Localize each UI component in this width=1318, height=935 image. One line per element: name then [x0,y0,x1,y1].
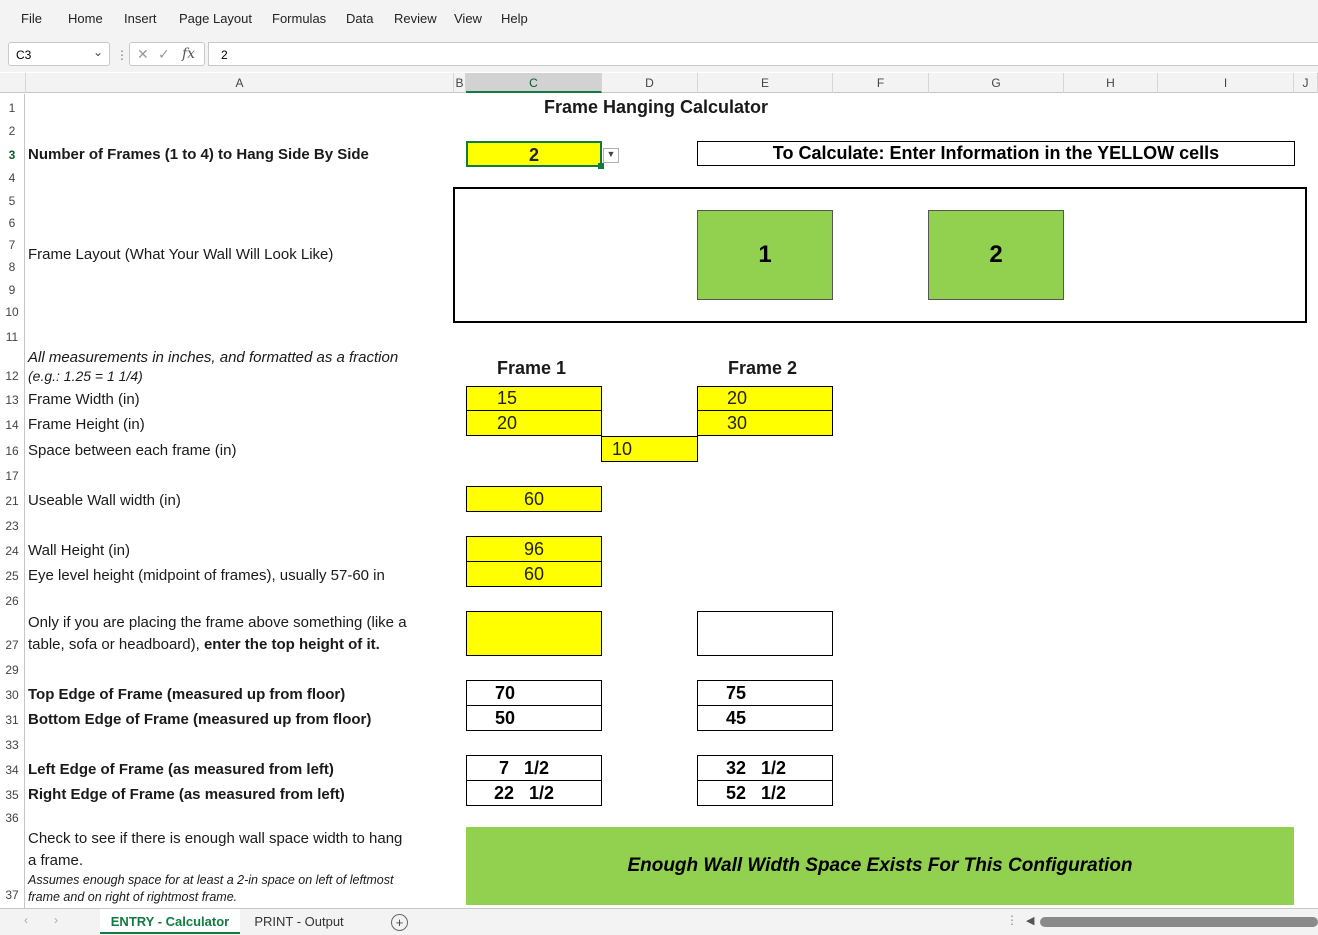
frame-height-label: Frame Height (in) [28,416,145,433]
row-header[interactable]: 7 [8,238,16,252]
frame1-height-input[interactable]: 20 [466,410,602,436]
frame1-left-edge: 7 1/2 [466,755,602,781]
column-header-d[interactable]: D [602,73,698,93]
menu-file[interactable]: File [21,11,42,26]
row-header[interactable]: 17 [5,469,19,483]
row-header[interactable]: 16 [5,444,19,458]
eye-level-label: Eye level height (midpoint of frames), usually 57-60 in [28,567,385,584]
above-object-label-2 [28,636,380,653]
above-object-label-bold: enter the top height of it. [203,636,380,653]
frame1-bottom-edge: 50 [466,705,602,731]
frame2-top-edge: 75 [697,680,833,706]
scroll-tabs-right-icon[interactable]: › [54,913,58,927]
select-all-corner[interactable] [0,73,26,93]
above-object-label: Only if you are placing the frame above something (like a [28,614,407,631]
fill-handle[interactable] [598,163,604,169]
frame1-right-edge: 22 1/2 [466,780,602,806]
tab-entry-calculator[interactable]: ENTRY - Calculator [100,909,240,934]
calculator-title: Frame Hanging Calculator [544,97,769,117]
wall-height-input[interactable]: 96 [466,536,602,562]
layout-label: Frame Layout (What Your Wall Will Look Like) [28,246,334,263]
column-header-b[interactable]: B [454,73,466,93]
row-header[interactable]: 10 [5,305,19,319]
column-headers [0,73,1318,93]
column-header-g[interactable]: G [929,73,1064,93]
row-header[interactable]: 27 [5,638,19,652]
bottom-edge-label: Bottom Edge of Frame (measured up from floor) [28,711,372,728]
measurement-example: (e.g.: 1.25 = 1 1/4) [28,368,143,384]
confirm-icon[interactable]: ✓ [158,46,170,62]
row-header[interactable]: 4 [8,171,16,185]
row-header[interactable]: 21 [5,494,19,508]
check-result-box [466,827,1294,905]
row-header[interactable]: 29 [5,663,19,677]
instruction-banner: To Calculate: Enter Information in the YELLOW cells [697,141,1295,166]
frame2-width-input[interactable]: 20 [697,386,833,411]
horizontal-scrollbar[interactable] [1040,917,1318,927]
check-note: Assumes enough space for at least a 2-in space on left of leftmost [28,873,394,887]
more-options-icon[interactable]: ⋮ [116,48,128,62]
menu-formulas[interactable]: Formulas [272,11,327,26]
row-header[interactable]: 26 [5,594,19,608]
above-object-label-plain: table, sofa or headboard), [28,636,204,653]
formula-input[interactable]: 2 [208,42,1318,66]
row-header[interactable]: 2 [8,124,16,138]
column-header-j[interactable]: J [1294,73,1318,93]
row-header[interactable]: 1 [8,101,16,115]
frame1-top-edge: 70 [466,680,602,706]
row-header[interactable]: 33 [5,738,19,752]
frame2-left-edge: 32 1/2 [697,755,833,781]
top-edge-label: Top Edge of Frame (measured up from floor) [28,686,346,703]
row-header[interactable]: 35 [5,788,19,802]
add-sheet-icon[interactable]: + [391,914,408,931]
menu-help[interactable]: Help [501,11,528,26]
num-frames-input[interactable]: 2 [466,141,602,167]
menu-bar [0,0,1318,38]
left-edge-label: Left Edge of Frame (as measured from left) [28,761,334,778]
dropdown-arrow-icon[interactable]: ▼ [603,148,619,163]
row-header[interactable]: 24 [5,544,19,558]
check-label: Check to see if there is enough wall space width to hang [28,830,403,847]
formula-bar [0,38,1318,72]
eye-level-input[interactable]: 60 [466,561,602,587]
right-edge-label: Right Edge of Frame (as measured from left) [28,786,345,803]
splitter-icon[interactable]: ⋮ [1006,913,1018,927]
scroll-left-icon[interactable]: ◀ [1026,915,1035,927]
column-header-e[interactable]: E [698,73,833,93]
wall-height-label: Wall Height (in) [28,542,130,559]
frame1-header: Frame 1 [497,358,567,378]
layout-frame-2: 2 [928,210,1064,300]
cancel-icon[interactable]: ✕ [137,46,149,62]
frame2-height-input[interactable]: 30 [697,410,833,436]
row-header[interactable]: 6 [8,216,16,230]
row-header[interactable]: 9 [8,283,16,297]
row-header[interactable]: 11 [5,330,19,344]
row-header[interactable]: 12 [5,369,19,383]
row-header[interactable]: 25 [5,569,19,583]
row-header[interactable]: 37 [5,888,19,902]
above-object-input[interactable] [466,611,602,656]
tab-print-output[interactable]: PRINT - Output [254,914,344,929]
space-input[interactable]: 10 [601,436,698,462]
row-header[interactable]: 5 [8,194,16,208]
wall-width-input[interactable]: 60 [466,486,602,512]
row-header[interactable]: 13 [5,393,19,407]
menu-review[interactable]: Review [394,11,437,26]
scroll-tabs-left-icon[interactable]: ‹ [24,913,28,927]
check-note-2: frame and on right of rightmost frame. [28,890,238,904]
wall-width-label: Useable Wall width (in) [28,492,181,509]
menu-data[interactable]: Data [346,11,374,26]
check-label-2: a frame. [28,852,84,869]
sheet-tab-bar [0,908,1318,935]
name-box-value: C3 [16,48,32,62]
check-result: Enough Wall Width Space Exists For This Configuration [627,855,1133,876]
layout-frame-1: 1 [697,210,833,300]
function-icon[interactable]: fx [182,46,196,62]
row-header[interactable]: 23 [5,519,19,533]
menu-home[interactable]: Home [68,11,103,26]
column-header-c[interactable]: C [466,73,602,93]
formula-actions [129,42,205,66]
layout-preview-box [453,187,1307,323]
menu-insert[interactable]: Insert [124,11,157,26]
num-frames-label: Number of Frames (1 to 4) to Hang Side By Side [28,146,369,163]
name-box[interactable] [8,42,110,66]
column-header-f[interactable]: F [833,73,929,93]
row-header[interactable]: 31 [5,713,19,727]
frame2-header: Frame 2 [728,358,798,378]
menu-view[interactable]: View [454,11,482,26]
frame1-width-input[interactable]: 15 [466,386,602,411]
column-header-i[interactable]: I [1158,73,1294,93]
frame2-right-edge: 52 1/2 [697,780,833,806]
measurement-note: All measurements in inches, and formatted as a fraction [28,349,399,366]
row-header[interactable]: 14 [5,418,19,432]
above-object-output [697,611,833,656]
row-header[interactable]: 8 [8,260,16,274]
frame2-bottom-edge: 45 [697,705,833,731]
row-header-selected[interactable]: 3 [8,148,16,162]
row-header[interactable]: 30 [5,688,19,702]
frame-width-label: Frame Width (in) [28,391,140,408]
row-header[interactable]: 34 [5,763,19,777]
row-headers [0,94,25,908]
column-header-a[interactable]: A [26,73,454,93]
chevron-down-icon[interactable]: ⌄ [92,45,103,59]
menu-page-layout[interactable]: Page Layout [179,11,253,26]
row-header[interactable]: 36 [5,811,19,825]
column-header-h[interactable]: H [1064,73,1158,93]
space-label: Space between each frame (in) [28,442,237,459]
